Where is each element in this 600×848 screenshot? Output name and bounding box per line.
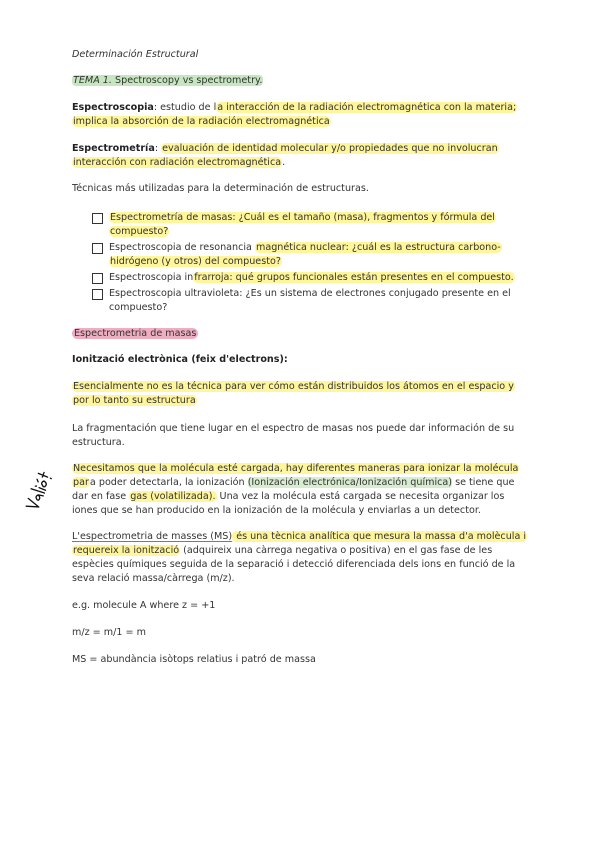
tema-heading [72,74,532,88]
def1-highlight: a interacción de la radiación electromagnética con la materia; implica la absorción de la radiación electromagnética [73,102,517,127]
checkbox[interactable] [92,243,103,254]
handwritten-note [22,466,63,517]
para3-text3: Una vez la molécula está cargada se necesita organizar los iones que se han producido en la ionización de la molécula y enviarlas a un detector. [72,491,505,516]
ms-line: MS = abundància isòtops relatius i patró de massa [72,654,316,665]
section-heading-text: Espectrometria de masas [74,328,197,339]
term-espectrometria: Espectrometría [72,143,155,154]
checklist-item-uv [92,287,532,315]
paragraph-fragmentacion: La fragmentación que tiene lugar en el espectro de masas nos puede dar información de su estructura. [72,423,515,448]
para3-text2: se tiene que dar en fase [72,477,515,502]
section-heading [72,327,532,341]
definition-espectroscopia [72,101,532,129]
def2-sep: : [154,143,162,154]
paragraph-esencialmente [72,380,532,408]
tecnicas-intro: Técnicas más utilizadas para la determinación de estructuras. [72,183,369,194]
checklist-item-masas [92,211,532,239]
mz-line: m/z = m/1 = m [72,627,146,638]
subheading-text: Ionització electrònica (feix d'electrons): [72,354,288,365]
def2-highlight: evaluación de identidad molecular y/o propiedades que no involucran interacción con radiación electromagnética [73,143,498,168]
item1-text: Espectrometría de masas: ¿Cuál es el tamaño (masa), fragmentos y fórmula del compuesto? [110,212,495,237]
checklist-item-ir [92,271,532,285]
checkbox[interactable] [92,273,103,284]
para4-highlight: és una tècnica analítica que mesura la massa d'a molècula i requereix la ionització [73,531,527,556]
para3-text1: a poder detectarla, la ionización [89,477,248,488]
para1-highlight: Esencialmente no es la técnica para ver cómo están distribuidos los átomos en el espacio y por lo tanto su estructura [73,381,514,406]
def1-text: : estudio de l [153,102,217,113]
tema-prefix: TEMA 1. [73,75,112,86]
item2-highlight: magnética nuclear: ¿cuál es la estructura carbono-hidrógeno (y otros) del compuesto? [110,242,501,267]
techniques-checklist [92,211,532,315]
def2-end: . [282,157,286,168]
para3-highlight2: gas (volatilizada). [130,491,216,502]
tema-text: Spectroscopy vs spectrometry. [111,75,263,86]
document-title: Determinación Estructural [72,49,199,60]
checklist-item-rmn [92,241,532,269]
subheading [72,353,532,367]
para3-highlight1: Necesitamos que la molécula esté cargada, hay diferentes maneras para ionizar la molécula par [73,463,519,488]
para4-underlined: L'espectrometria de masses (MS) [72,531,233,542]
item2-text: Espectroscopia de resonancia [109,242,255,253]
item4-text: Espectroscopia ultravioleta: ¿Es un sistema de electrones conjugado presente en el compuesto? [109,288,511,313]
handwriting-scribble-icon [22,466,59,515]
eg-line: e.g. molecule A where z = +1 [72,600,216,611]
paragraph-ionizacion [72,462,532,518]
para3-paren: (Ionización electrónica/Ionización química) [247,477,453,488]
paragraph-ms-definition [72,530,532,586]
para4-text: (adquireix una càrrega negativa o positiva) en el gas fase de les espècies químiques seguida de la separació i detecció diferenciada dels ions en funció de la seva relació massa/càrrega (m/z). [72,545,516,584]
definition-espectrometria [72,142,532,170]
term-espectroscopia: Espectroscopia [72,102,154,113]
item3-highlight: frarroja: qué grupos funcionales están presentes en el compuesto. [194,272,514,283]
checkbox[interactable] [92,289,103,300]
checkbox[interactable] [92,213,103,224]
item3-text: Espectroscopia in [109,272,194,283]
